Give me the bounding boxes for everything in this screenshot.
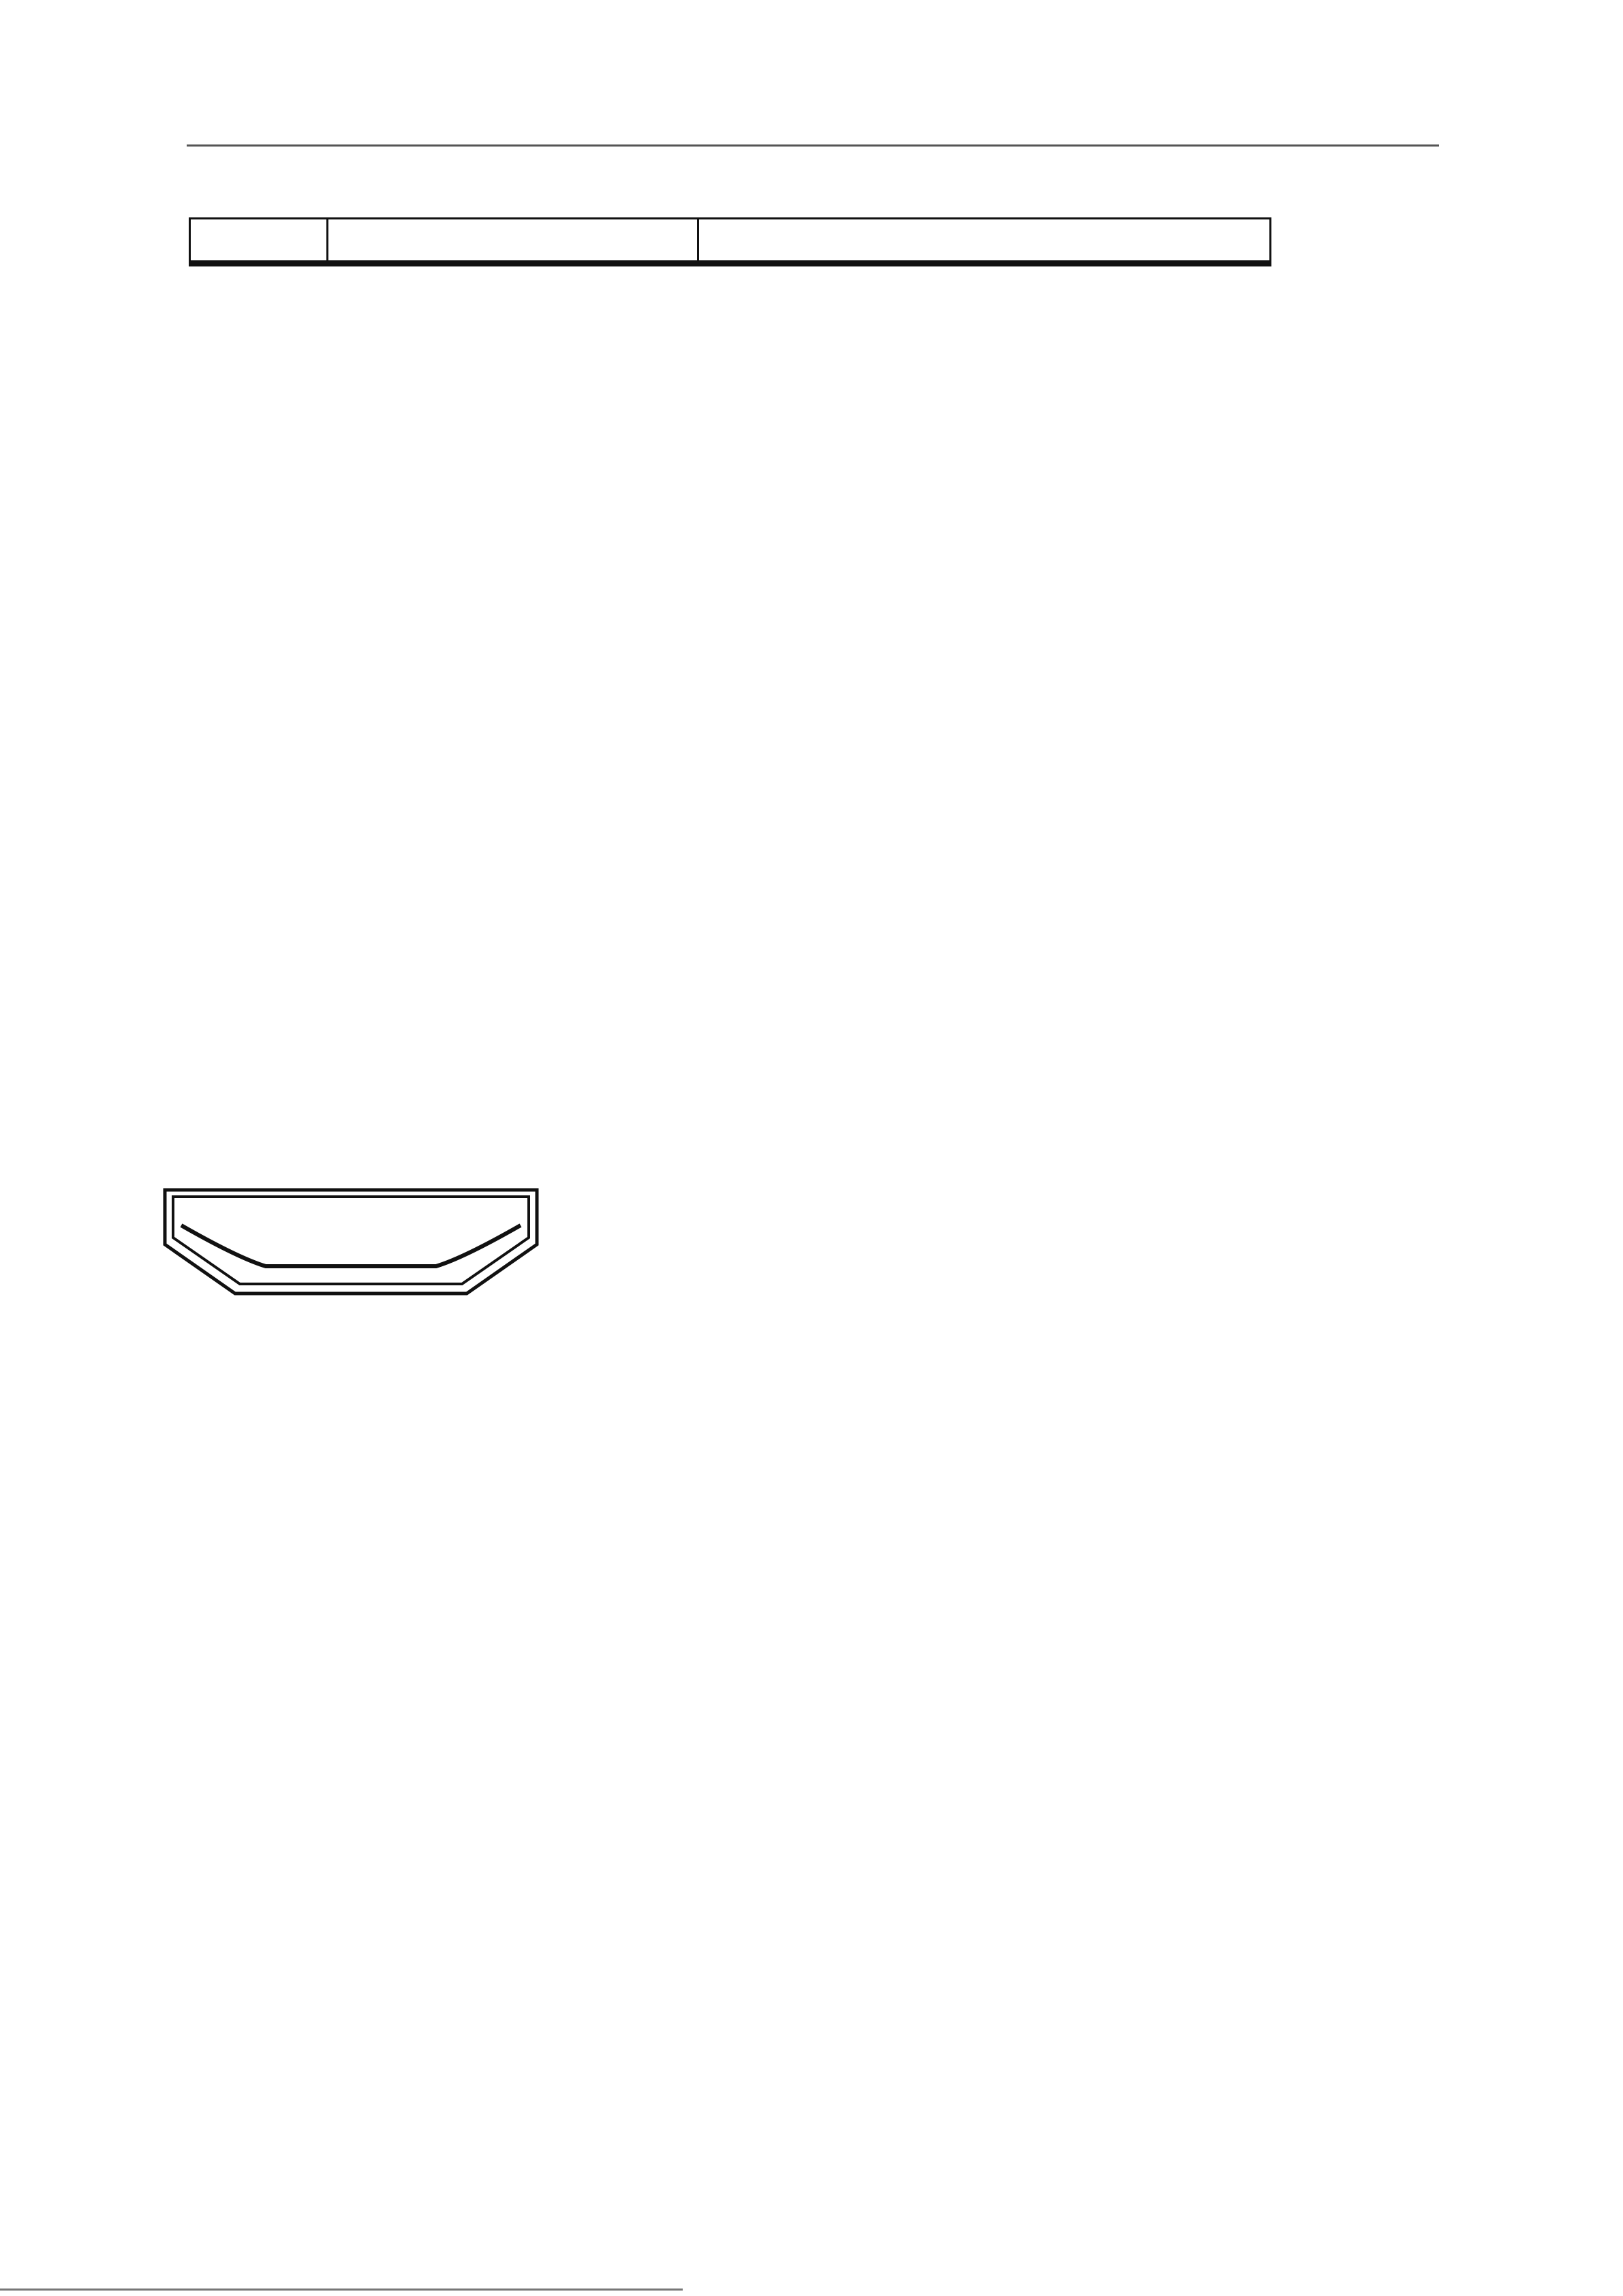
- hdmi-connector-diagram: [157, 1142, 545, 1326]
- displayport-pin-table: [189, 217, 1271, 266]
- header-mnemonic: [328, 219, 698, 264]
- table-header-row: [190, 219, 1271, 264]
- footer-rule: [0, 2289, 683, 2291]
- header-pin: [190, 219, 328, 264]
- header-signal: [698, 219, 1271, 264]
- header-rule: [187, 144, 1439, 147]
- connector-icon: [157, 1142, 545, 1326]
